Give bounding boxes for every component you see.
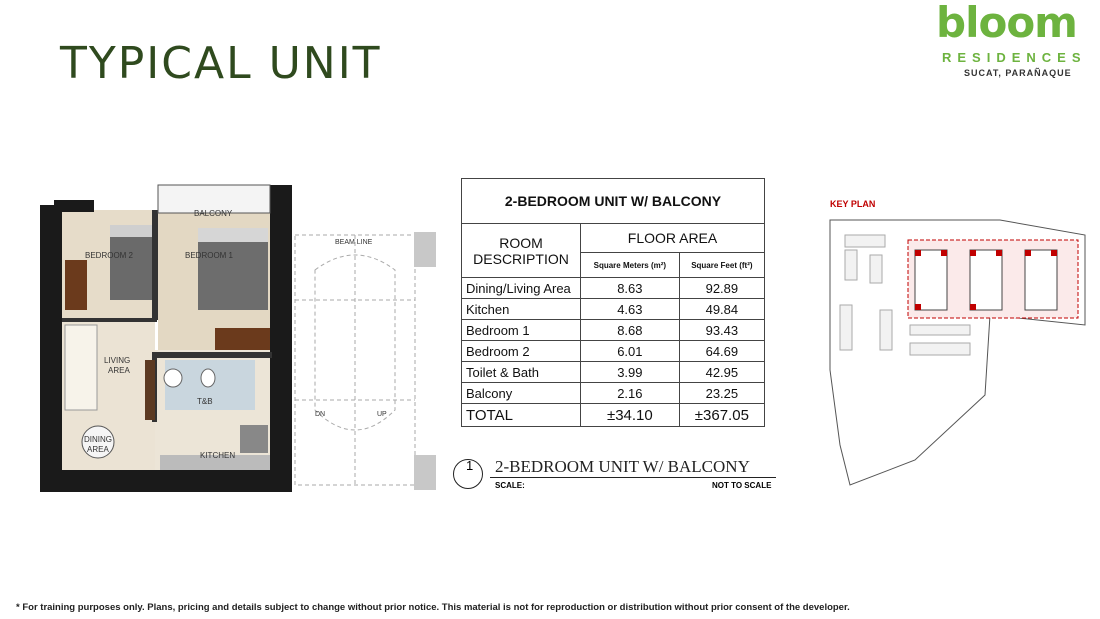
row-sqm: 3.99	[581, 362, 680, 383]
label-dining-area: AREA	[87, 445, 109, 454]
label-up: UP	[377, 411, 387, 418]
table-row	[462, 278, 765, 299]
floor-area-table	[461, 178, 765, 427]
brand-logo	[930, 0, 1098, 84]
logo-location: SUCAT, PARAÑAQUE	[964, 68, 1072, 78]
total-sqft: ±367.05	[679, 404, 764, 427]
sqm-header: Square Meters (m²)	[581, 253, 680, 278]
row-room: Bedroom 1	[462, 320, 581, 341]
scale-value: NOT TO SCALE	[712, 481, 772, 490]
logo-residences: RESIDENCES	[942, 50, 1087, 65]
key-plan-label: KEY PLAN	[830, 199, 876, 209]
label-dn: DN	[315, 411, 326, 418]
room-description-header	[462, 224, 581, 278]
row-sqm: 2.16	[581, 383, 680, 404]
table-row	[462, 299, 765, 320]
floor-area-header: FLOOR AREA	[581, 224, 765, 253]
table-row	[462, 341, 765, 362]
table-row	[462, 383, 765, 404]
room-header-line2: DESCRIPTION	[473, 250, 569, 267]
row-sqft: 64.69	[679, 341, 764, 362]
table-row	[462, 320, 765, 341]
label-balcony: BALCONY	[194, 209, 233, 218]
row-sqft: 23.25	[679, 383, 764, 404]
row-room: Dining/Living Area	[462, 278, 581, 299]
room-header-line1: ROOM	[499, 234, 543, 251]
label-bedroom-2: BEDROOM 2	[85, 251, 134, 260]
row-sqm: 8.68	[581, 320, 680, 341]
label-toilet-bath: T&B	[197, 397, 213, 406]
total-row	[462, 404, 765, 427]
table-row	[462, 362, 765, 383]
label-living: LIVING	[104, 356, 131, 365]
total-label: TOTAL	[462, 404, 581, 427]
row-sqft: 42.95	[679, 362, 764, 383]
row-sqft: 92.89	[679, 278, 764, 299]
footnote: * For training purposes only. Plans, pricing and details subject to change without prior notice. This material is not for reproduction or distribution without prior consent of the developer.	[16, 602, 850, 613]
row-room: Toilet & Bath	[462, 362, 581, 383]
row-room: Balcony	[462, 383, 581, 404]
label-dining: DINING	[84, 435, 112, 444]
drawing-title: 2-BEDROOM UNIT W/ BALCONY	[495, 457, 750, 476]
label-bedroom-1: BEDROOM 1	[185, 251, 234, 260]
label-living-area: AREA	[108, 366, 130, 375]
caption-divider	[490, 477, 776, 478]
page-title: TYPICAL UNIT	[60, 38, 382, 89]
table-title: 2-BEDROOM UNIT W/ BALCONY	[462, 179, 765, 224]
row-room: Bedroom 2	[462, 341, 581, 362]
logo-wordmark: bloom	[936, 0, 1077, 47]
row-sqm: 6.01	[581, 341, 680, 362]
key-plan-drawing	[820, 195, 1090, 490]
label-beam-line: BEAM LINE	[335, 239, 373, 246]
sqft-header: Square Feet (ft²)	[679, 253, 764, 278]
row-room: Kitchen	[462, 299, 581, 320]
floor-plan-drawing	[40, 180, 440, 495]
drawing-number: 1	[466, 458, 474, 473]
drawing-caption	[450, 455, 780, 495]
row-sqft: 49.84	[679, 299, 764, 320]
scale-label: SCALE:	[495, 481, 525, 490]
row-sqm: 4.63	[581, 299, 680, 320]
label-kitchen: KITCHEN	[200, 451, 236, 460]
total-sqm: ±34.10	[581, 404, 680, 427]
row-sqft: 93.43	[679, 320, 764, 341]
row-sqm: 8.63	[581, 278, 680, 299]
